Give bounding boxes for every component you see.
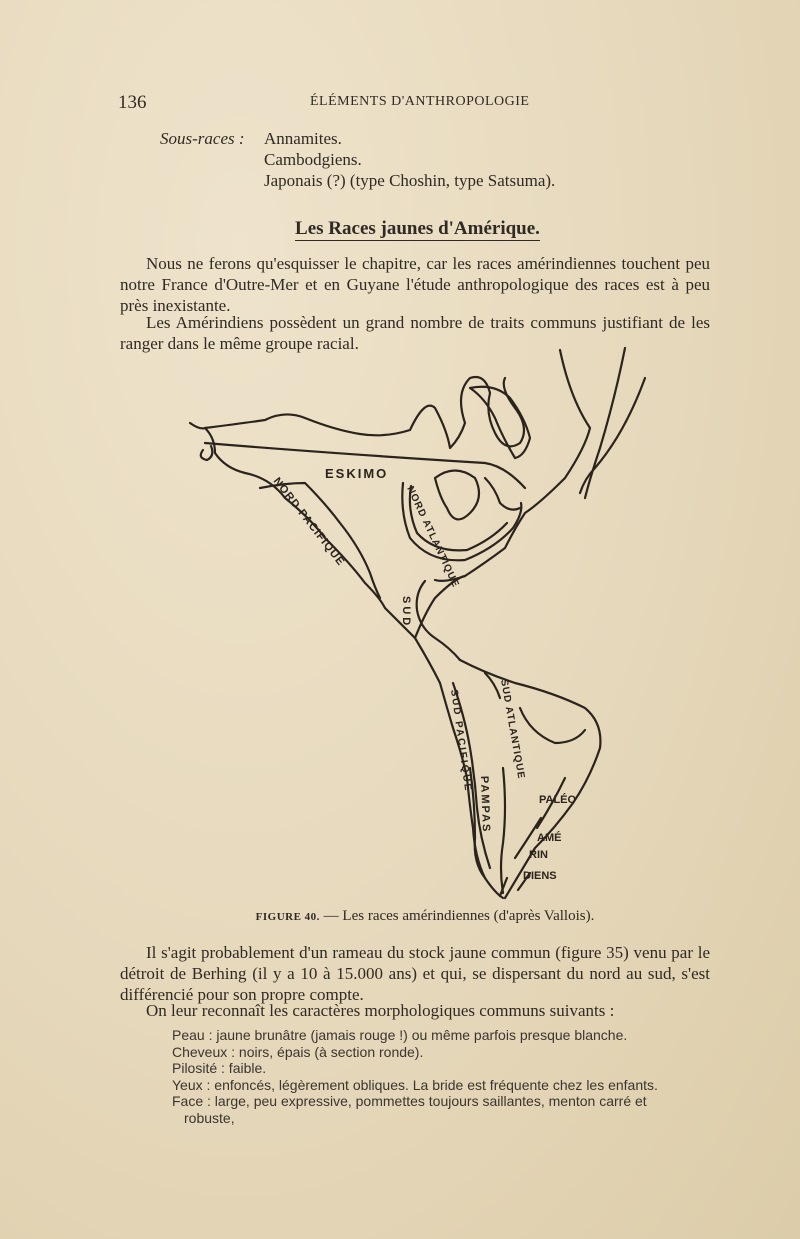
paragraph-intro: Nous ne ferons qu'esquisser le chapitre, car les races amérindiennes touchent peu notre France d'Outre-Mer et en Guyane l'étude anthropologique des races est à peu près inexistante. bbox=[120, 254, 710, 315]
trait-item: Peau : jaune brunâtre (jamais rouge !) ou même parfois presque blanche. bbox=[172, 1027, 628, 1043]
label-pampas: PAMPAS bbox=[478, 775, 492, 834]
trait-item: Yeux : enfoncés, légèrement obliques. La bride est fréquente chez les enfants. bbox=[172, 1076, 658, 1093]
subrace-item: Annamites. bbox=[264, 129, 342, 148]
page-number: 136 bbox=[118, 92, 147, 113]
subrace-item: Japonais (?) (type Choshin, type Satsuma). bbox=[264, 171, 556, 190]
figure-number: FIGURE 40. bbox=[255, 911, 320, 923]
amerindian-races-map bbox=[185, 338, 655, 913]
trait-item: robuste, bbox=[184, 1109, 235, 1126]
east-coast bbox=[435, 350, 590, 581]
paragraph-traits-intro: Les Amérindiens possèdent un grand nombre de traits communs justifiant de les ranger dans le même groupe racial. bbox=[120, 313, 710, 353]
trait-item: Pilosité : faible. bbox=[172, 1060, 267, 1076]
label-ame: AMÉ bbox=[537, 832, 562, 844]
paragraph-origin: Il s'agit probablement d'un rameau du stock jaune commun (figure 35) venu par le détroit de Berhing (il y a 10 à 15.000 ans) et qui, se dispersant du nord au sud, s'est différencié pour son propre compte. bbox=[120, 943, 710, 1004]
label-nord-pacifique: NORD PACIFIQUE bbox=[270, 475, 347, 569]
trait-item: Face : large, peu expressive, pommettes toujours saillantes, menton carré et bbox=[172, 1093, 647, 1109]
section-heading: Les Races jaunes d'Amérique. bbox=[295, 218, 540, 239]
label-sud-atlantique: SUD ATLANTIQUE bbox=[498, 678, 527, 781]
figure-caption bbox=[0, 908, 800, 925]
label-diens: DIENS bbox=[523, 870, 557, 882]
label-nord-atlantique: NORD ATLANTIQUE bbox=[404, 484, 461, 590]
running-title: ÉLÉMENTS D'ANTHROPOLOGIE bbox=[310, 94, 530, 109]
page-header bbox=[118, 92, 718, 116]
label-paleo: PALÉO bbox=[539, 794, 577, 806]
label-rin: RIN bbox=[529, 849, 548, 861]
label-eskimo: ESKIMO bbox=[325, 466, 389, 481]
hudson-bay bbox=[435, 471, 479, 520]
traits-list bbox=[172, 1027, 732, 1126]
trait-item: Cheveux : noirs, épais (à section ronde). bbox=[172, 1043, 424, 1060]
subrace-item: Cambodgiens. bbox=[264, 150, 362, 169]
subraces-label: Sous-races : bbox=[160, 129, 245, 148]
paragraph-characteristics: On leur reconnaît les caractères morphologiques communs suivants : bbox=[146, 1001, 615, 1020]
figure-caption-text: — Les races amérindiennes (d'après Vallois). bbox=[323, 908, 595, 924]
label-sud-pacifique: SUD PACIFIQUE bbox=[448, 688, 474, 794]
label-sud: SUD bbox=[400, 596, 412, 629]
